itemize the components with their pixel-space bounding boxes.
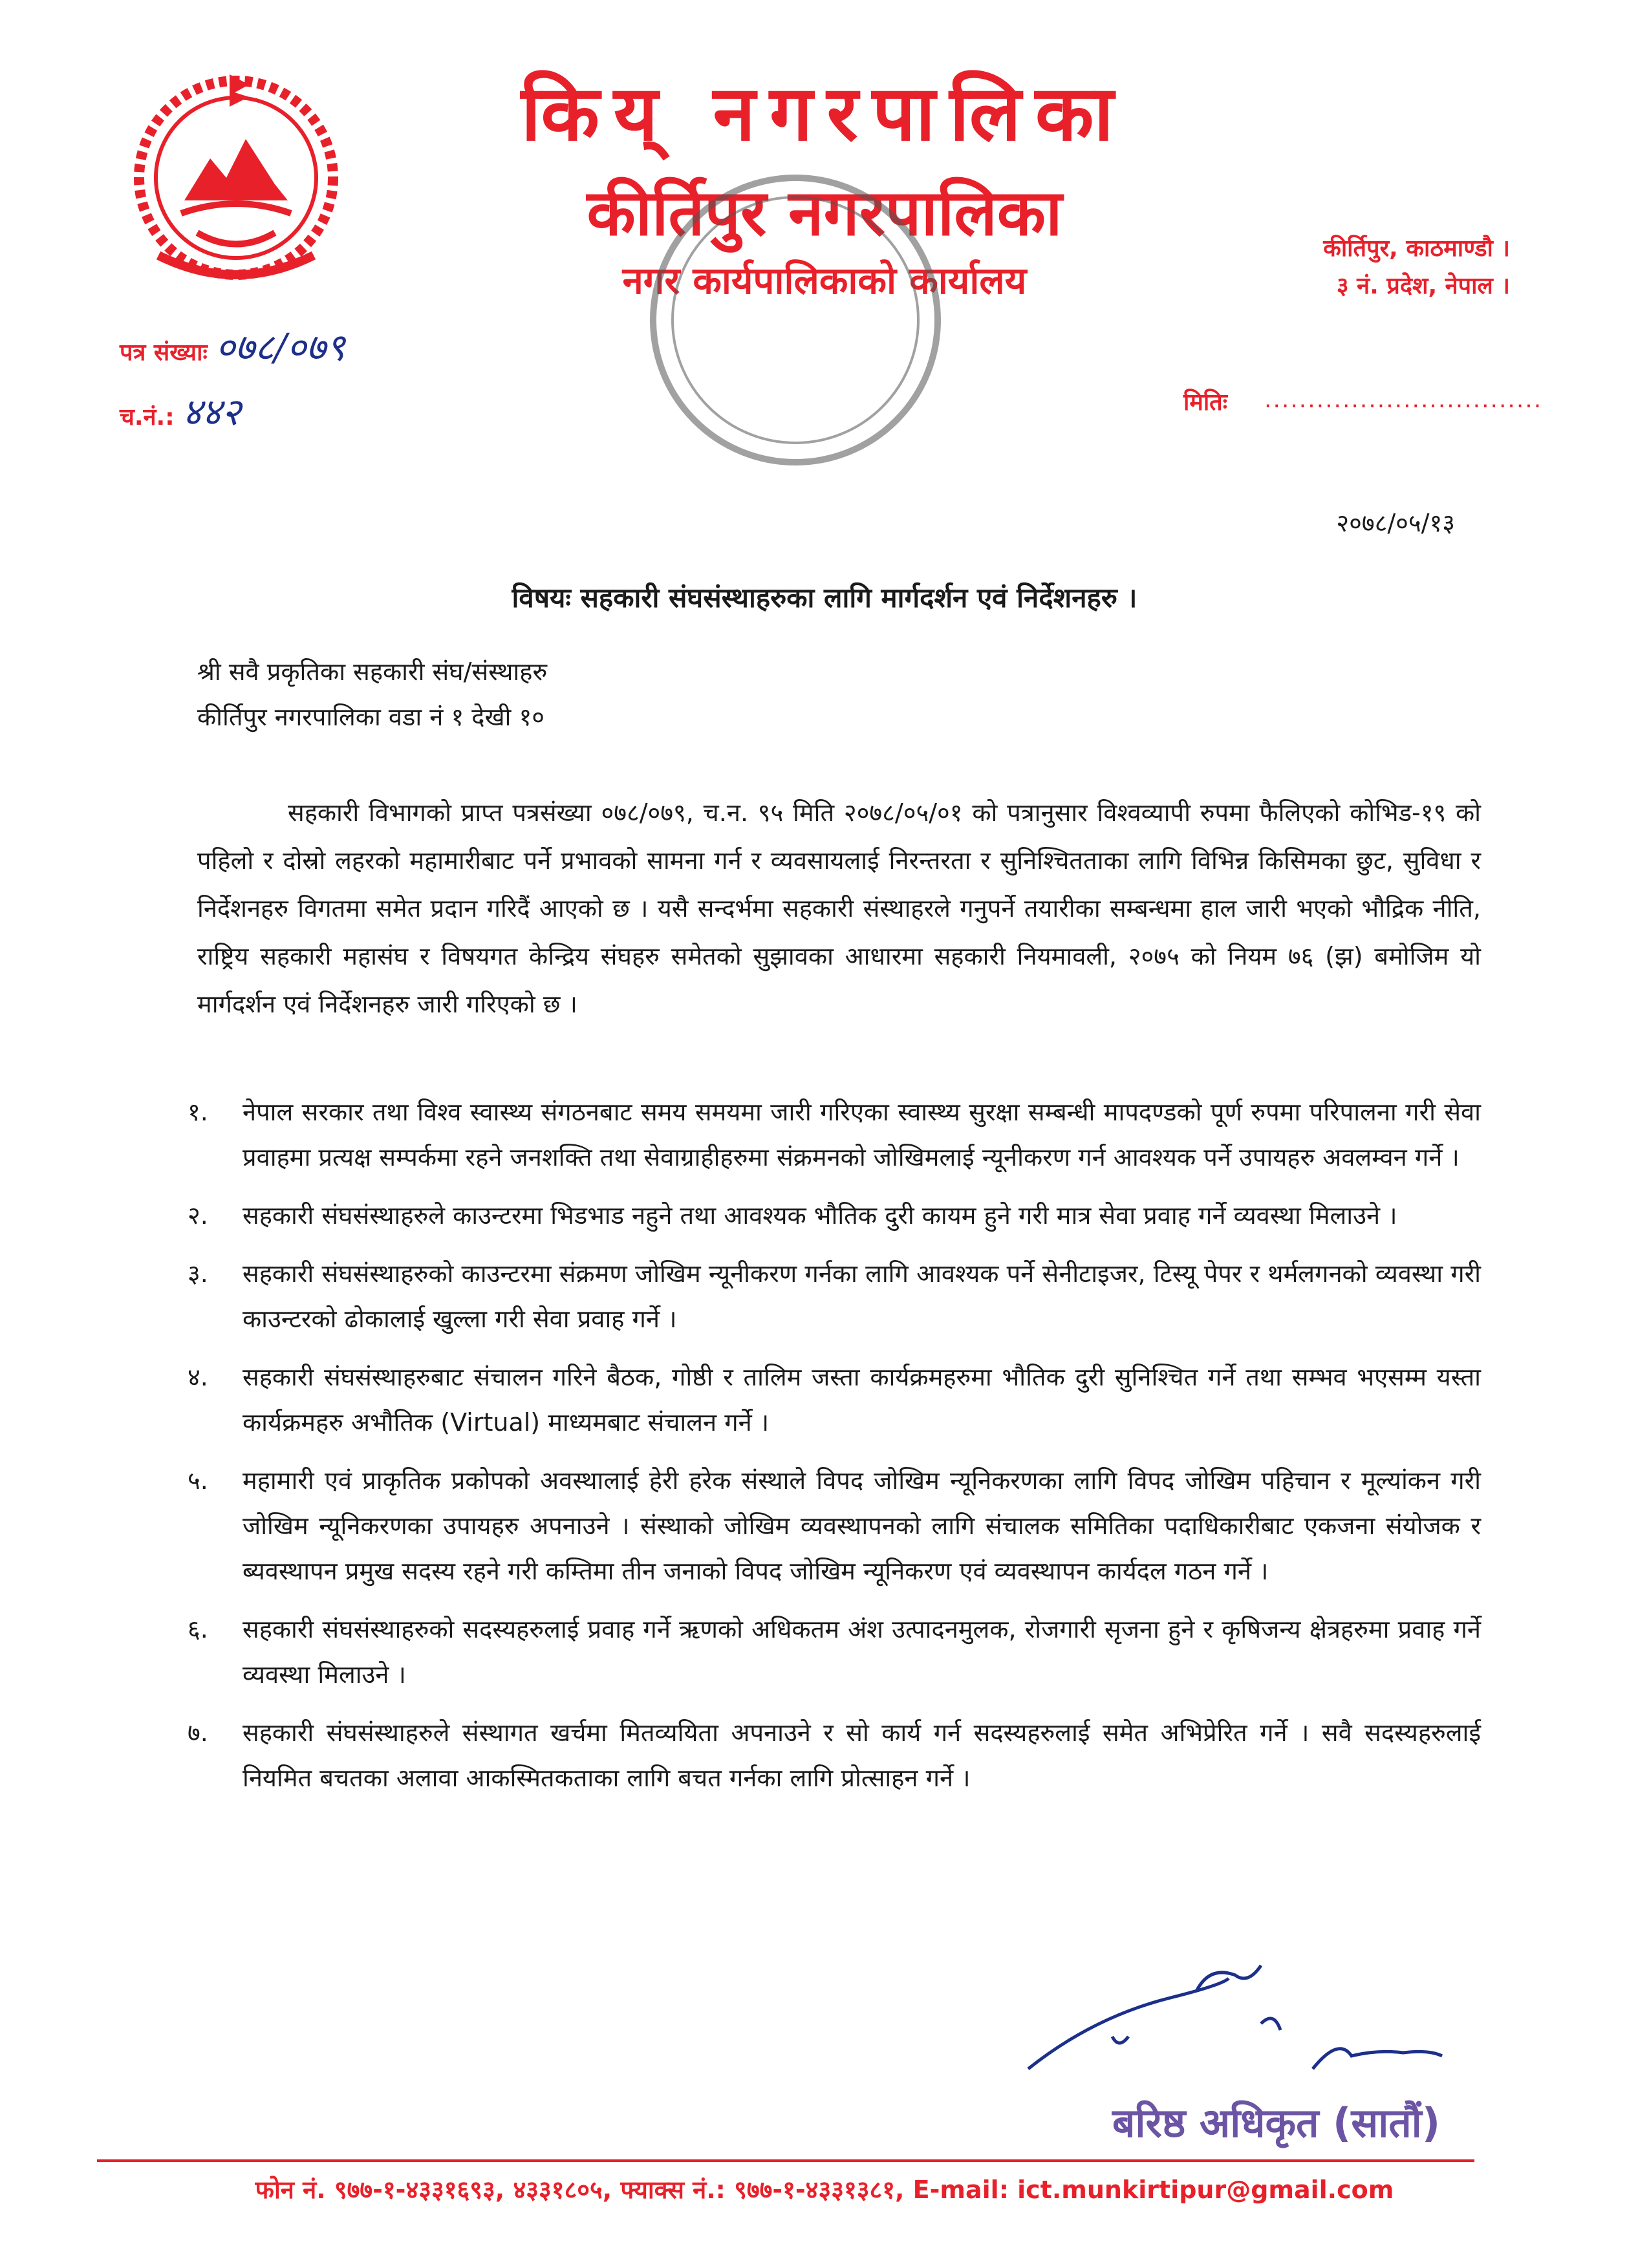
list-item (188, 1251, 1481, 1342)
item-text: सहकारी संघसंस्थाहरुबाट संचालन गरिने बैठक, गोष्ठी र तालिम जस्ता कार्यक्रमहरुमा भौतिक दुरी सुनिश्चित गर्ने तथा सम्भव भएसम्म यस्ता कार्यक्रमहरु अभौतिक (Virtual) माध्यमबाट संचालन गर्ने । (242, 1363, 1481, 1437)
item-text: सहकारी संघसंस्थाहरुको काउन्टरमा संक्रमण जोखिम न्यूनीकरण गर्नका लागि आवश्यक पर्ने सेनीटाइजर, टिस्यू पेपर र थर्मलगनको व्यवस्था गरी काउन्टरको ढोकालाई खुल्ला गरी सेवा प्रवाह गर्ने । (242, 1259, 1481, 1333)
letter-subject: विषयः सहकारी संघसंस्थाहरुका लागि मार्गदर्शन एवं निर्देशनहरु । (512, 582, 1137, 614)
letterhead-stylized-name: किय् नगरपालिका (521, 68, 1128, 158)
list-item (188, 1458, 1481, 1594)
item-number: ७. (188, 1718, 208, 1747)
item-number: ४. (188, 1363, 208, 1391)
dispatch-number-value: ४४२ (182, 390, 241, 434)
addressee-line-1: श्री सवै प्रकृतिका सहकारी संघ/संस्थाहरु (197, 658, 548, 686)
letter-number-value: ०७८/०७९ (215, 325, 345, 369)
municipality-name: कीर्तिपुर नगरपालिका (587, 177, 1062, 250)
item-number: १. (188, 1098, 208, 1126)
item-number: ३. (188, 1259, 208, 1288)
item-text: सहकारी संघसंस्थाहरुले काउन्टरमा भिडभाड नहुने तथा आवश्यक भौतिक दुरी कायम हुने गरी मात्र सेवा प्रवाह गर्ने व्यवस्था मिलाउने । (242, 1201, 1397, 1230)
list-item (188, 1193, 1481, 1238)
official-stamp-icon (643, 168, 947, 472)
item-text: नेपाल सरकार तथा विश्व स्वास्थ्य संगठनबाट समय समयमा जारी गरिएका स्वास्थ्य सुरक्षा सम्बन्धी मापदण्डको पूर्ण रुपमा परिपालना गरी सेवा प्रवाहमा प्रत्यक्ष सम्पर्कमा रहने जनशक्ति तथा सेवाग्राहीहरुमा संक्रमनको जोखिमलाई न्यूनीकरण गर्न आवश्यक पर्ने उपायहरु अवलम्वन गर्ने । (242, 1098, 1481, 1171)
item-text: सहकारी संघसंस्थाहरुले संस्थागत खर्चमा मितव्ययिता अपनाउने र सो कार्य गर्न सदस्यहरुलाई समेत अभिप्रेरित गर्ने । सवै सदस्यहरुलाई नियमित बचतका अलावा आकस्मितकताका लागि बचत गर्नका लागि प्रोत्साहन गर्ने । (242, 1718, 1481, 1792)
item-number: २. (188, 1201, 208, 1230)
list-item (188, 1089, 1481, 1180)
footer-contact: फोन नं. ९७७-१-४३३१६९३, ४३३१८०५, फ्याक्स नं.: ९७७-१-४३३१३८१, E-mail: ict.munkirtipur@gmail.com (255, 2176, 1394, 2204)
date-label: मितिः (1183, 389, 1227, 416)
item-text: सहकारी संघसंस्थाहरुको सदस्यहरुलाई प्रवाह गर्ने ऋणको अधिकतम अंश उत्पादनमुलक, रोजगारी सृजना हुने र कृषिजन्य क्षेत्रहरुमा प्रवाह गर्ने व्यवस्था मिलाउने । (242, 1615, 1481, 1689)
footer-divider (97, 2159, 1474, 2162)
directive-list (188, 1089, 1481, 1813)
addressee-line-2: कीर्तिपुर नगरपालिका वडा नं १ देखी १० (197, 703, 544, 731)
dispatch-number-label: च.नं.: (120, 404, 175, 431)
address-line-1: कीर्तिपुर, काठमाण्डौ । (1323, 235, 1510, 262)
list-item (188, 1354, 1481, 1445)
signatory-designation: बरिष्ठ अधिकृत (सातौं) (1112, 2099, 1441, 2146)
date-blank-line: ................................ (1264, 387, 1543, 413)
letter-number-row (120, 320, 345, 371)
address-line-2: ३ नं. प्रदेश, नेपाल । (1336, 273, 1510, 299)
dispatch-number-row (120, 385, 241, 436)
office-name: नगर कार्यपालिकाको कार्यालय (622, 259, 1027, 303)
item-number: ५. (188, 1466, 208, 1495)
item-number: ६. (188, 1615, 208, 1643)
letter-number-label: पत्र संख्याः (120, 339, 208, 366)
letter-date: २०७८/०५/१३ (1336, 509, 1455, 537)
intro-paragraph: सहकारी विभागको प्राप्त पत्रसंख्या ०७८/०७९, च.न. ९५ मिति २०७८/०५/०१ को पत्रानुसार विश्वव्यापी रुपमा फैलिएको कोभिड-१९ को पहिलो र दोस्रो लहरको महामारीबाट पर्ने प्रभावको सामना गर्न र व्यवसायलाई निरन्तरता र सुनिश्चितताका लागि विभिन्न किसिमका छुट, सुविधा र निर्देशनहरु विगतमा समेत प्रदान गरिदैं आएको छ । यसै सन्दर्भमा सहकारी संस्थाहरले गनुपर्ने तयारीका सम्बन्धमा हाल जारी भएको भौद्रिक नीति, राष्ट्रिय सहकारी महासंघ र विषयगत केन्द्रिय संघहरु समेतको सुझावका आधारमा सहकारी नियमावली, २०७५ को नियम ७६ (झ) बमोजिम यो मार्गदर्शन एवं निर्देशनहरु जारी गरिएको छ । (197, 798, 1481, 1018)
signature-icon (1015, 1940, 1468, 2108)
list-item (188, 1710, 1481, 1801)
item-text: महामारी एवं प्राकृतिक प्रकोपको अवस्थालाई हेरी हरेक संस्थाले विपद जोखिम न्यूनिकरणका लागि विपद जोखिम पहिचान र मूल्यांकन गरी जोखिम न्यूनिकरणका उपायहरु अपनाउने । संस्थाको जोखिम व्यवस्थापनको लागि संचालक समितिका पदाधिकारीबाट एकजना संयोजक र ब्यवस्थापन प्रमुख सदस्य रहने गरी कम्तिमा तीन जनाको विपद जोखिम न्यूनिकरण एवं व्यवस्थापन कार्यदल गठन गर्ने । (242, 1466, 1481, 1585)
list-item (188, 1607, 1481, 1697)
